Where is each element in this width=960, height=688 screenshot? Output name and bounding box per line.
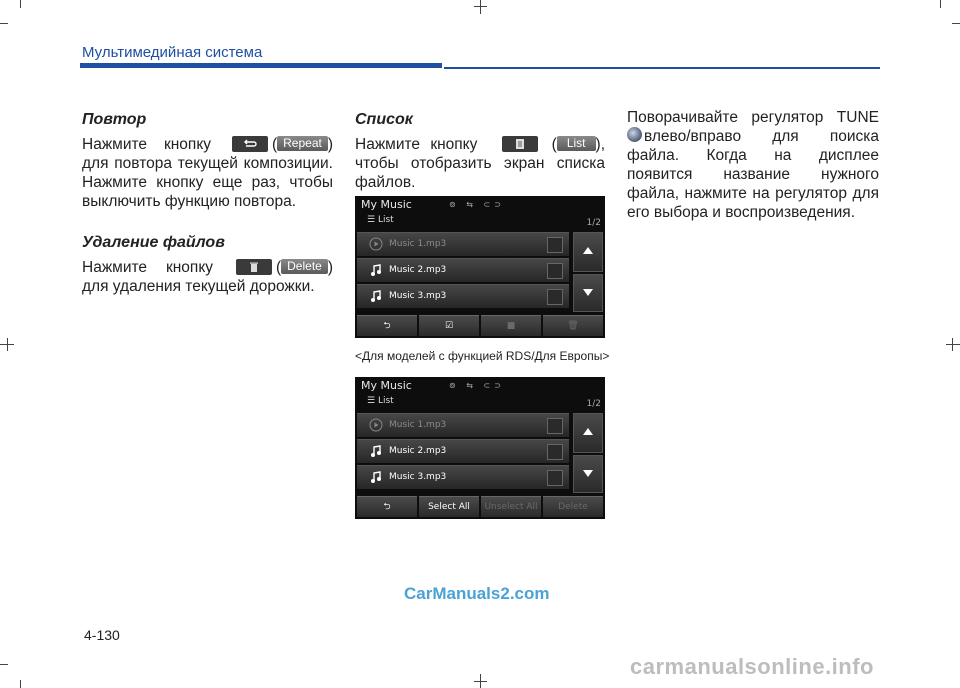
music-note-icon [369,289,383,303]
music-note-icon [369,444,383,458]
crop-mark [952,338,953,351]
checkbox[interactable] [547,418,563,434]
scroll-down-button[interactable] [573,274,603,312]
list-item[interactable] [357,258,569,282]
track-name: Music 1.mp3 [389,239,447,249]
text: Поворачивайте регулятор TUNE [627,109,879,126]
list-label: ☰ List [367,396,394,406]
text: Нажмите кнопку [82,259,214,276]
arrow-down-icon [583,470,593,477]
watermark-link[interactable]: CarManuals2.com [404,584,550,603]
tune-knob-icon [627,127,642,142]
text: удаления текущей дорожки. [112,278,315,295]
back-button[interactable] [357,315,417,336]
scroll-up-button[interactable] [573,232,603,272]
list-item[interactable] [357,284,569,308]
checkbox[interactable] [547,470,563,486]
crop-mark [474,6,487,7]
delete-paragraph: Нажмите кнопку ( Delete ) для удаления текущей дорожки. [82,259,333,295]
text: чтобы отобразить экран списка файлов. [355,155,605,191]
crop-mark [0,23,8,24]
list-item[interactable] [357,232,569,256]
delete-icon-button[interactable] [543,315,603,336]
text: ) для [82,136,333,172]
crop-mark [946,344,960,345]
back-button[interactable] [357,496,417,517]
checkbox[interactable] [547,263,563,279]
tune-paragraph-line2 [627,127,879,146]
music-note-icon [369,470,383,484]
back-arrow-icon: ⮌ [383,321,391,331]
list-item[interactable] [357,413,569,437]
crop-mark [7,338,8,351]
crop-mark [940,0,941,8]
figure-caption: <Для моделей с функцией RDS/Для Европы> [355,349,610,363]
bottom-toolbar [357,496,603,517]
track-name: Music 3.mp3 [389,472,447,482]
delete-button[interactable]: Delete [543,496,603,517]
music-list-screen [355,196,605,338]
repeat-paragraph: Нажмите кнопку ( Repeat ) для повтора текущей композиции. Нажмите кнопку еще раз, чтобы выключить функцию повтора. [82,136,333,210]
header-rule [80,63,442,68]
checkbox[interactable] [547,289,563,305]
checkbox[interactable] [547,444,563,460]
scroll-down-button[interactable] [573,455,603,493]
page-number: 4-130 [84,627,120,643]
music-list-screen-rds [355,377,605,519]
repeat-button-label: Repeat [277,136,328,151]
arrow-down-icon [583,289,593,296]
crop-mark [474,681,487,682]
back-arrow-icon: ⮌ [383,502,391,512]
list-heading: Список [355,111,413,128]
trash-icon [236,259,272,275]
screen-title: My Music [361,198,412,211]
screen-title: My Music [361,379,412,392]
watermark-footer: carmanualsonline.info [630,654,874,679]
arrow-up-icon [583,428,593,435]
list-item[interactable] [357,439,569,463]
unselect-all-button[interactable]: Unselect All [481,496,541,517]
text: ), [595,136,605,153]
text: Нажмите кнопку [82,136,212,153]
crop-mark [20,0,21,8]
text: повтора текущей композиции. Нажмите кнопку еще раз, чтобы выключить функцию повтора. [82,155,333,210]
right-column [627,108,879,222]
section-title: Мультимедийная система [82,44,263,61]
trash-icon: 🗑 [567,321,579,331]
text: List [377,396,394,406]
unselect-icon-button[interactable] [481,315,541,336]
arrow-up-icon [583,247,593,254]
select-all-button[interactable]: Select All [419,496,479,517]
page-indicator: 1/2 [586,399,601,409]
text: влево/вправо для поиска [644,128,879,145]
play-icon [369,237,383,251]
list-item[interactable] [357,465,569,489]
select-all-icon-button[interactable] [419,315,479,336]
crop-mark [0,664,8,665]
crop-mark [480,0,481,14]
status-icons: ⊚ ⇆ ⊂⊃ [449,200,505,209]
checkbox[interactable] [547,237,563,253]
header-rule-thin [444,67,880,69]
tune-paragraph [627,108,879,127]
repeat-icon [232,136,268,152]
checkbox-icon: ☑ [444,321,454,331]
list-paragraph: Нажмите кнопку ( List ), чтобы отобразить экран списка файлов. [355,136,605,191]
crop-mark [20,680,21,688]
track-name: Music 3.mp3 [389,291,447,301]
track-name: Music 2.mp3 [389,446,447,456]
repeat-heading: Повтор [82,111,147,128]
list-label: ☰ List [367,215,394,225]
status-icons: ⊚ ⇆ ⊂⊃ [449,381,505,390]
text: ) для [82,259,333,295]
track-name: Music 2.mp3 [389,265,447,275]
play-icon [369,418,383,432]
left-column [82,110,333,296]
delete-heading: Удаление файлов [82,234,225,251]
text: List [377,215,394,225]
bottom-toolbar [357,315,603,336]
music-note-icon [369,263,383,277]
crop-mark [952,23,960,24]
middle-column [355,110,605,192]
list-button-label: List [557,136,596,151]
track-name: Music 1.mp3 [389,420,447,430]
delete-button-label: Delete [281,259,328,274]
tune-paragraph-rest: файла. Когда на дисплее появится название нужного файла, нажмите на регулятор для его выбора и воспроизведения. [627,147,879,221]
page-indicator: 1/2 [586,218,601,228]
scroll-up-button[interactable] [573,413,603,453]
text: Нажмите кнопку [355,136,478,153]
square-icon: ■ [506,321,516,331]
list-icon [502,136,538,152]
